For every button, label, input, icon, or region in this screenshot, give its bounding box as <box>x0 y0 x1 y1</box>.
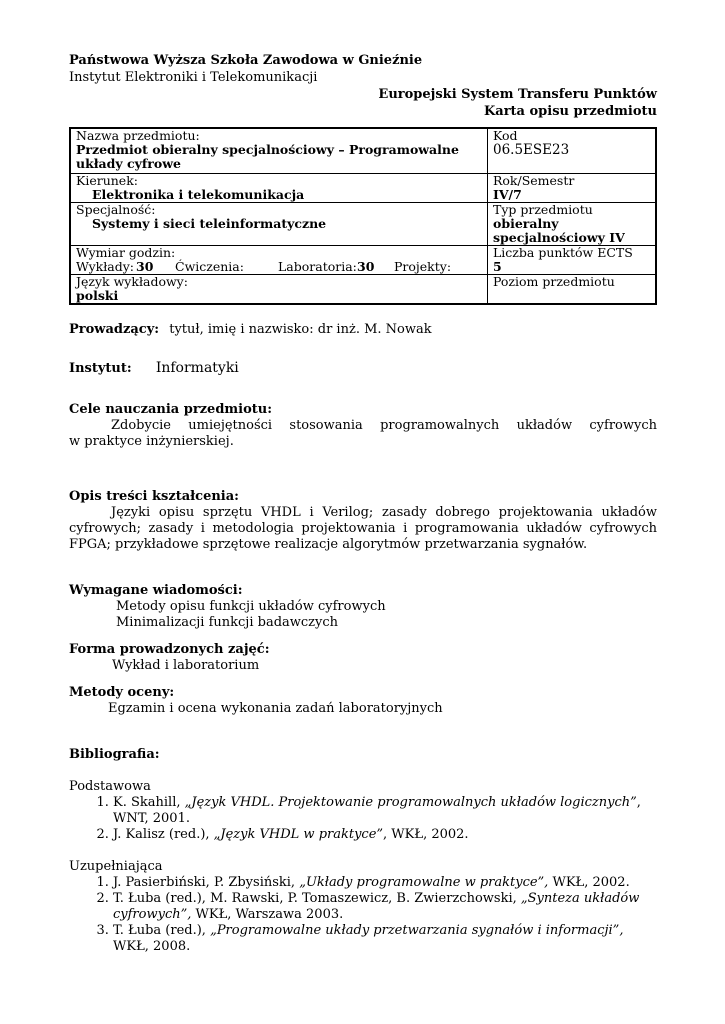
goals-line-1: Zdobycie umiejętności stosowania programowalnych układów cyfrowych <box>111 417 657 433</box>
ects-label: Liczba punktów ECTS <box>493 244 633 260</box>
type-value-1: obieralny <box>493 215 559 231</box>
goals-label: Cele nauczania przedmiotu: <box>69 401 273 417</box>
document-page <box>69 52 657 955</box>
lang-cell <box>70 274 488 304</box>
course-name-value-1: Przedmiot obieralny specjalnościowy – Programowalne <box>76 142 459 157</box>
labs-value: 30 <box>357 258 375 274</box>
spec-cell <box>70 202 488 245</box>
basic-list <box>69 795 657 843</box>
lecturer-value: tytuł, imię i nazwisko: dr inż. M. Nowak <box>169 321 432 337</box>
lecturer-section <box>69 322 657 338</box>
course-name-value-2: układy cyfrowe <box>76 156 181 171</box>
requirement-item: Minimalizacji funkcji badawczych <box>116 614 339 630</box>
form-section <box>69 642 657 674</box>
hours-row <box>76 260 482 274</box>
goals-line-2: w praktyce inżynierskiej. <box>69 433 234 449</box>
assessment-section <box>69 685 657 717</box>
basic-label: Podstawowa <box>69 778 151 794</box>
institute-name: Instytut Elektroniki i Telekomunikacji <box>69 70 318 85</box>
form-value: Wykład i laboratorium <box>112 657 260 673</box>
type-cell <box>488 202 657 245</box>
code-cell <box>488 128 657 173</box>
hours-label: Wymiar godzin: <box>76 244 176 260</box>
bibliography-label: Bibliografia: <box>69 746 160 762</box>
list-item: 1. K. Skahill, „Język VHDL. Projektowanie programowalnych układów logicznych”, WNT, 2001. <box>113 795 657 827</box>
exercises-label: Ćwiczenia: <box>175 258 244 274</box>
institute-section <box>69 360 657 377</box>
content-section <box>69 489 657 553</box>
year-label: Rok/Semestr <box>493 172 575 188</box>
lecturer-label: Prowadzący: <box>69 321 160 337</box>
field-value: Elektronika i telekomunikacja <box>92 186 305 202</box>
level-cell <box>488 274 657 304</box>
code-label: Kod <box>493 128 518 143</box>
list-item: 2. J. Kalisz (red.), „Język VHDL w praktyce”, WKŁ, 2002. <box>113 827 657 843</box>
spec-value: Systemy i sieci teleinformatyczne <box>92 215 327 231</box>
requirement-item: Metody opisu funkcji układów cyfrowych <box>116 598 386 614</box>
type-label: Typ przedmiotu <box>493 201 593 217</box>
hours-cell <box>70 245 488 274</box>
requirements-label: Wymagane wiadomości: <box>69 582 243 598</box>
labs-label: Laboratoria: <box>278 258 357 274</box>
requirements-section <box>69 583 657 631</box>
code-value: 06.5ESE23 <box>493 142 570 158</box>
list-item: 2. T. Łuba (red.), M. Rawski, P. Tomaszewicz, B. Zwierzchowski, „Synteza układów cyfrowych”, WKŁ, Warszawa 2003. <box>113 891 657 923</box>
year-cell <box>488 173 657 202</box>
type-value-2: specjalnościowy IV <box>493 229 625 245</box>
list-item: 3. T. Łuba (red.), „Programowalne układy przetwarzania sygnałów i informacji”, WKŁ, 2008. <box>113 923 657 955</box>
content-label: Opis treści kształcenia: <box>69 488 239 504</box>
content-text: Języki opisu sprzętu VHDL i Verilog; zasady dobrego projektowania układów cyfrowych; zasady i metodologia projektowania i programowania układów cyfrowych FPGA; przykładowe sprzętowe realizacje algorytmów przetwarzania sygnałów. <box>69 504 657 552</box>
lang-value: polski <box>76 287 119 303</box>
card-title: Karta opisu przedmiotu <box>483 104 657 119</box>
year-value: IV/7 <box>493 186 522 202</box>
lectures-label: Wykłady: <box>76 258 134 274</box>
goals-section <box>69 402 657 450</box>
institute-value: Informatyki <box>155 359 239 376</box>
bibliography-section <box>69 747 657 955</box>
extra-label: Uzupełniająca <box>69 858 163 874</box>
ects-title: Europejski System Transferu Punktów <box>378 87 657 102</box>
assessment-value: Egzamin i ocena wykonania zadań laboratoryjnych <box>108 700 443 716</box>
course-name-label: Nazwa przedmiotu: <box>76 128 200 143</box>
institute-label: Instytut: <box>69 360 132 376</box>
field-label: Kierunek: <box>76 172 138 188</box>
field-cell <box>70 173 488 202</box>
ects-value: 5 <box>493 258 502 274</box>
ects-cell <box>488 245 657 274</box>
assessment-label: Metody oceny: <box>69 684 175 700</box>
level-label: Poziom przedmiotu <box>493 273 615 289</box>
lectures-value: 30 <box>136 258 154 274</box>
extra-list <box>69 875 657 955</box>
school-name: Państwowa Wyższa Szkoła Zawodowa w Gnieźnie <box>69 53 423 68</box>
projects-label: Projekty: <box>394 258 452 274</box>
form-label: Forma prowadzonych zajęć: <box>69 641 270 657</box>
spec-label: Specjalność: <box>76 201 156 217</box>
course-name-cell <box>70 128 488 173</box>
list-item: 1. J. Pasierbiński, P. Zbysiński, „Układy programowalne w praktyce”, WKŁ, 2002. <box>113 875 657 891</box>
lang-label: Język wykładowy: <box>76 273 188 289</box>
course-card-table <box>69 127 657 305</box>
